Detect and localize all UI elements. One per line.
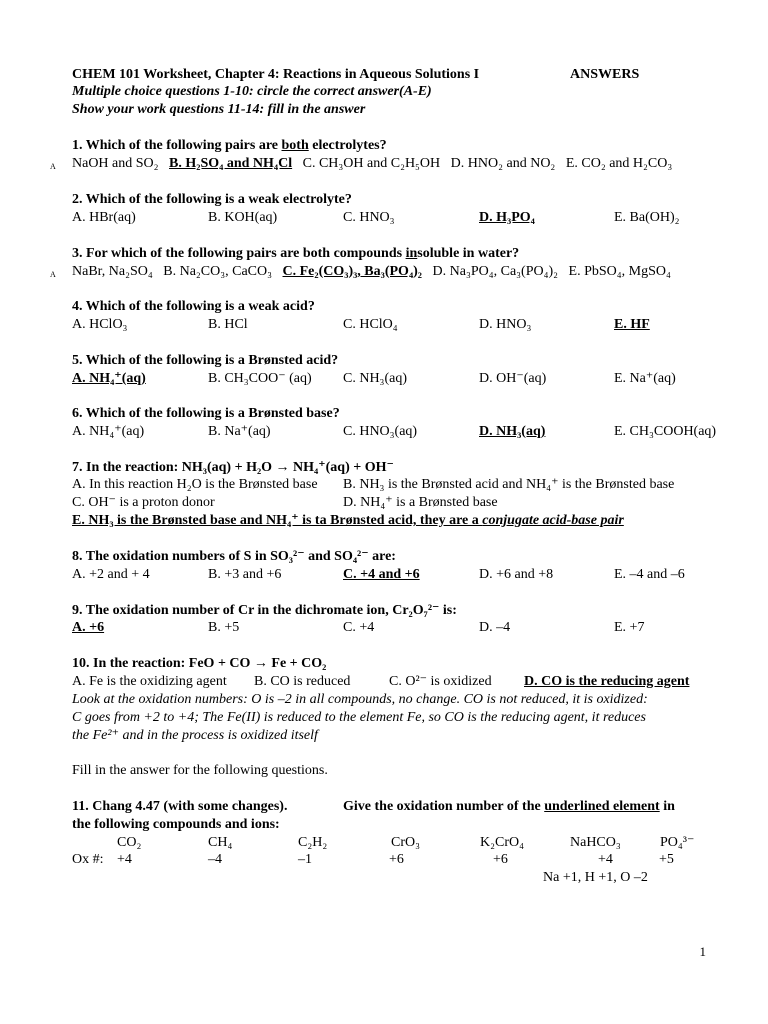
q4-option-d: D. HNO₃ xyxy=(479,317,532,332)
question-1-suffix: electrolytes? xyxy=(308,138,387,153)
question-4: 4. Which of the following is a weak acid? xyxy=(72,299,315,314)
q6-option-a: A. NH₄⁺(aq) xyxy=(72,424,145,439)
question-11-prompt xyxy=(343,799,675,815)
ox-value-2: –4 xyxy=(208,852,222,867)
q2-option-d: D. H₃PO₄ xyxy=(479,210,535,225)
q6-option-b: B. Na⁺(aq) xyxy=(208,424,271,439)
question-11-line2: the following compounds and ions: xyxy=(72,817,280,832)
question-5: 5. Which of the following is a Brønsted acid? xyxy=(72,353,339,368)
q5-option-b: B. CH₃COO⁻ (aq) xyxy=(208,371,312,386)
q1-option-e: E. CO₂ and H₂CO₃ xyxy=(565,156,673,171)
q2-option-c: C. HNO₃ xyxy=(343,210,395,225)
fill-instructions: Fill in the answer for the following questions. xyxy=(72,763,328,778)
q2-option-a: A. HBr(aq) xyxy=(72,210,136,225)
compound-4: CrO₃ xyxy=(391,835,420,850)
ox-value-6: +4 xyxy=(598,852,613,867)
q9-option-e: E. +7 xyxy=(614,620,645,635)
question-7: 7. In the reaction: NH₃(aq) + H₂O → NH₄⁺(aq) + OH⁻ xyxy=(72,460,394,475)
q2-option-e: E. Ba(OH)₂ xyxy=(614,210,680,225)
q8-option-d: D. +6 and +8 xyxy=(479,567,554,582)
q8-option-a: A. +2 and + 4 xyxy=(72,567,150,582)
margin-mark-1: A xyxy=(50,162,56,171)
question-1-both: both xyxy=(281,138,309,153)
compound-7: PO₄³⁻ xyxy=(660,835,695,850)
question-3-in: in xyxy=(405,246,418,261)
q9-option-b: B. +5 xyxy=(208,620,240,635)
compound-1: CO₂ xyxy=(117,835,142,850)
q7-option-c: C. OH⁻ is a proton donor xyxy=(72,495,215,510)
q3-option-b: B. Na₂CO₃, CaCO₃ xyxy=(163,264,273,279)
answers-label: ANSWERS xyxy=(570,67,640,82)
q9-option-c: C. +4 xyxy=(343,620,375,635)
q3-option-e: E. PbSO₄, MgSO₄ xyxy=(568,264,671,279)
q8-option-c: C. +4 and +6 xyxy=(343,567,420,582)
q10-option-b: B. CO is reduced xyxy=(254,674,351,689)
q10-option-a: A. Fe is the oxidizing agent xyxy=(72,674,227,689)
q10-explanation-2: C goes from +2 to +4; The Fe(II) is reduced to the element Fe, so CO is the reducing agent, it reduces xyxy=(72,710,646,725)
question-1 xyxy=(72,138,387,154)
q3-option-d: D. Na₃PO₄, Ca₃(PO₄)₂ xyxy=(432,264,559,279)
q4-option-e: E. HF xyxy=(614,317,650,332)
q7-option-b: B. NH₃ is the Brønsted acid and NH₄⁺ is the Brønsted base xyxy=(343,477,675,492)
compound-2: CH₄ xyxy=(208,835,233,850)
q5-option-c: C. NH₃(aq) xyxy=(343,371,407,386)
q1-option-c: C. CH₃OH and C₂H₅OH xyxy=(302,156,441,171)
q8-option-b: B. +3 and +6 xyxy=(208,567,282,582)
q7-option-d: D. NH₄⁺ is a Brønsted base xyxy=(343,495,498,510)
q1-option-a: NaOH and SO₂ xyxy=(72,156,159,171)
q5-option-d: D. OH⁻(aq) xyxy=(479,371,547,386)
q10-explanation-1: Look at the oxidation numbers: O is –2 in all compounds, no change. CO is not reduced, it is oxidized: xyxy=(72,692,648,707)
instructions-work: Show your work questions 11-14: fill in the answer xyxy=(72,102,366,117)
question-1-options xyxy=(72,156,672,172)
question-3 xyxy=(72,246,519,262)
question-9: 9. The oxidation number of Cr in the dichromate ion, Cr₂O₇²⁻ is: xyxy=(72,603,457,618)
ox-number-label: Ox #: xyxy=(72,852,104,867)
q10-explanation-3: the Fe²⁺ and in the process is oxidized itself xyxy=(72,728,318,743)
question-10: 10. In the reaction: FeO + CO → Fe + CO₂ xyxy=(72,656,327,671)
q4-option-c: C. HClO₄ xyxy=(343,317,398,332)
ox-value-7: +5 xyxy=(659,852,674,867)
q7-option-a: A. In this reaction H₂O is the Brønsted base xyxy=(72,477,318,492)
q5-option-e: E. Na⁺(aq) xyxy=(614,371,676,386)
worksheet-title: CHEM 101 Worksheet, Chapter 4: Reactions in Aqueous Solutions I xyxy=(72,67,480,82)
q3-option-c: C. Fe₂(CO₃)₃, Ba₃(PO₄)₂ xyxy=(282,264,423,279)
q3-option-a: NaBr, Na₂SO₄ xyxy=(72,264,153,279)
q9-option-a: A. +6 xyxy=(72,620,105,635)
q9-option-d: D. –4 xyxy=(479,620,511,635)
margin-mark-3: A xyxy=(50,270,56,279)
instructions-mc: Multiple choice questions 1-10: circle the correct answer(A-E) xyxy=(72,84,432,99)
q2-option-b: B. KOH(aq) xyxy=(208,210,278,225)
ox-value-1: +4 xyxy=(117,852,132,867)
compound-6: NaHCO₃ xyxy=(570,835,621,850)
q7-option-e-text: E. NH₃ is the Brønsted base and NH₄⁺ is ta Brønsted acid, they are a xyxy=(72,513,483,528)
question-2: 2. Which of the following is a weak electrolyte? xyxy=(72,192,352,207)
q11-prompt-underlined: underlined element xyxy=(544,799,660,814)
q6-option-d: D. NH₃(aq) xyxy=(479,424,546,439)
q1-option-d: D. HNO₂ and NO₂ xyxy=(450,156,556,171)
ox-value-4: +6 xyxy=(389,852,404,867)
question-3-suffix: soluble in water? xyxy=(417,246,520,261)
q4-option-a: A. HClO₃ xyxy=(72,317,128,332)
page-number: 1 xyxy=(699,944,706,959)
question-8: 8. The oxidation numbers of S in SO₃²⁻ and SO₄²⁻ are: xyxy=(72,549,396,564)
q7-option-e xyxy=(72,513,624,529)
q1-option-b: B. H₂SO₄ and NH₄Cl xyxy=(169,156,293,171)
q6-option-c: C. HNO₃(aq) xyxy=(343,424,418,439)
q7-option-e-italic: conjugate acid-base pair xyxy=(482,513,624,528)
q11-note: Na +1, H +1, O –2 xyxy=(543,870,648,885)
ox-value-3: –1 xyxy=(298,852,312,867)
compound-5: K₂CrO₄ xyxy=(480,835,524,850)
q10-option-d: D. CO is the reducing agent xyxy=(524,674,690,689)
q6-option-e: E. CH₃COOH(aq) xyxy=(614,424,717,439)
q5-option-a: A. NH₄⁺(aq) xyxy=(72,371,146,386)
question-3-options xyxy=(72,264,671,280)
q10-option-c: C. O²⁻ is oxidized xyxy=(389,674,492,689)
question-1-prefix: 1. Which of the following pairs are xyxy=(72,138,282,153)
question-11-title: 11. Chang 4.47 (with some changes). xyxy=(72,799,288,814)
q4-option-b: B. HCl xyxy=(208,317,248,332)
q11-prompt-a: Give the oxidation number of the xyxy=(343,799,545,814)
ox-value-5: +6 xyxy=(493,852,508,867)
question-3-prefix: 3. For which of the following pairs are both compounds xyxy=(72,246,406,261)
q8-option-e: E. –4 and –6 xyxy=(614,567,685,582)
compound-3: C₂H₂ xyxy=(298,835,328,850)
q11-prompt-b: in xyxy=(659,799,675,814)
question-6: 6. Which of the following is a Brønsted base? xyxy=(72,406,340,421)
